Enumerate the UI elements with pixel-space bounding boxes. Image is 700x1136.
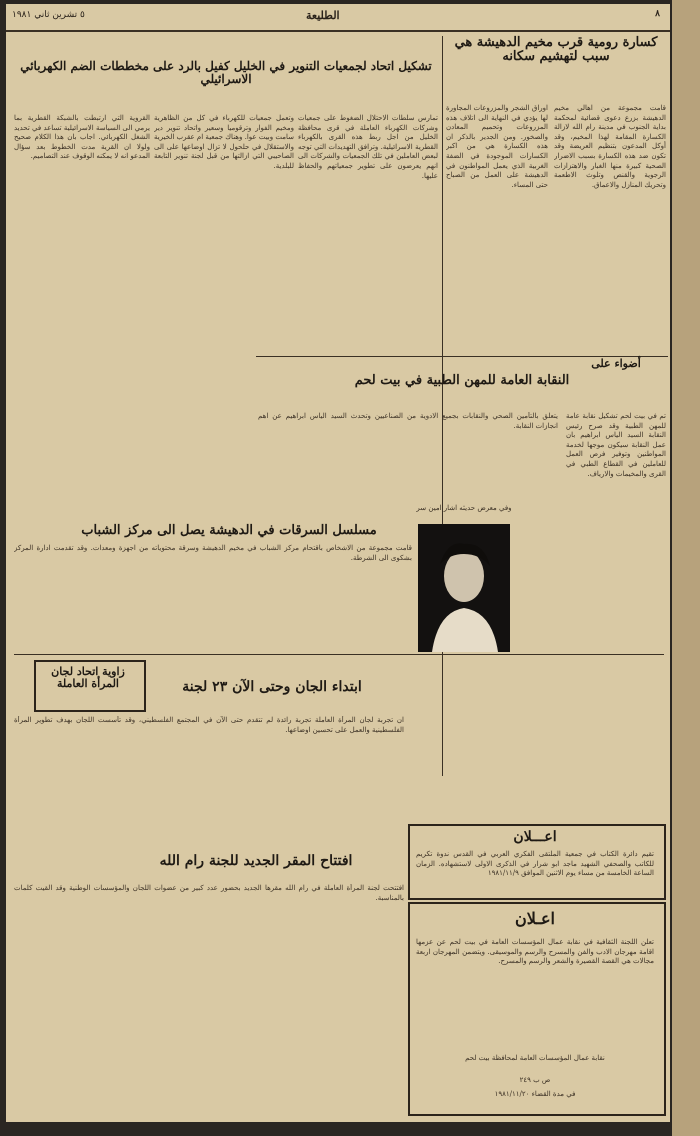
newspaper-page bbox=[6, 4, 670, 1122]
lijan-text: ان تجربة لجان المرأة العاملة تجربة رائدة لم تتقدم حتى الآن في المجتمع الفلسطيني، وقد تأسست اللجان بهدف تطوير المرأة الفلسطينية والعمل على تحسين اوضاعها. bbox=[14, 716, 404, 734]
tanweer-col-3: القروية التي ارتبطت بالشبكة القطرية بما يرمي الى السياسة الاسرائيلية تساعد في تحديد الشغل الكهربائي. اجاب بان هذا الكلام صحيح ولولا ان القرية مدت الخطوط بعد سؤال المدعو انه لا يمكنه الوقوف عند التصاميم. bbox=[14, 114, 150, 161]
tanweer-col-2: وتعمل جمعيات للكهرباء في كل من الظاهرية ومخيم الفوار وترقوميا وسعير واتحاد تنوير دير سامت وبيت عوا. وهناك جمعية ام عقرب الخيرية والاستقلال في حلحول لا تزال اوضاعها على الى الصاحيبي التي ازالتها من قبل لجنة تنوير التابعة للبلدية. bbox=[154, 114, 294, 170]
kisara-headline: كسارة رومية قرب مخيم الدهيشة هي سبب لتهشيم سكانه bbox=[454, 35, 658, 65]
adwaa-text: تم في بيت لحم تشكيل نقابة عامة للمهن الطبية وقد صرح رئيس النقابة السيد الياس ابراهيم بان عمل النقابة سيكون موجها لخدمة المواطنين وتوفير فرص العمل للعاملين في القطاع الطبي في القرى والمخيمات والارياف. bbox=[566, 412, 666, 478]
ilan-1-title: اعـــلان bbox=[513, 829, 557, 845]
adwaa-text-b: يتعلق بالتأمين الصحي والنقابات بجميع الادوية من الصناعيين وتحدث السيد الياس ابراهيم عن اهم انجازات النقابة. bbox=[258, 412, 558, 430]
lijan-headline: ابتداء الجان وحتى الآن ٢٣ لجنة bbox=[182, 679, 362, 695]
maqar-headline: افتتاح المقر الجديد للجنة رام الله bbox=[159, 853, 353, 869]
masthead bbox=[6, 4, 670, 32]
page-number: ٨ bbox=[655, 9, 660, 19]
divider-rule bbox=[14, 654, 664, 655]
tanweer-headline: تشكيل اتحاد لجمعيات التنوير في الخليل كفيل بالرد على مخططات الضم الكهربائي الاسرائيلي bbox=[20, 59, 432, 87]
lijan-banner: زاوية اتحاد لجان المرأة العاملة bbox=[51, 665, 125, 691]
maqar-text: افتتحت لجنة المرأة العاملة في رام الله مقرها الجديد بحضور عدد كبير من عضوات اللجان والمؤسسات الوطنية وقد القيت كلمات بالمناسبة. bbox=[14, 884, 404, 902]
adwaa-kicker: أضواء على bbox=[591, 357, 641, 370]
paper-name: الطليعة bbox=[306, 9, 340, 22]
ilan-2-pobox: ص ب ٢٤٩ bbox=[519, 1076, 551, 1084]
ilan-2-title: اعـلان bbox=[515, 909, 555, 928]
portrait-image bbox=[418, 524, 510, 652]
tanweer-col-1: تمارس سلطات الاحتلال الضغوط على جمعيات وشركات الكهرباء العاملة في قرى محافظة الخليل من اجل ربط هذه القرى بالكهرباء القطرية الاسرائيلية. وترافق التهديدات التي توجه لبعض العاملين في تلك الجمعيات والشركات الى انهم يعرضون على تطوير جمعياتهم والحفاظ عليها. bbox=[298, 114, 438, 180]
issue-date: ٥ تشرين ثاني ١٩٨١ bbox=[12, 10, 85, 20]
kisara-text-b: اوراق الشجر والمزروعات المجاورة لها يؤدي في النهاية الى اتلاف هذه المزروعات وتحميم المعادن والصخور. ومن الجدير بالذكر ان هذه الكسارة هي من اكبر الكسارات الموجودة في الضفة الغربية الذي يعمل المواطنون في الدهيشة على العمل من الصباح حتى المساء. bbox=[446, 104, 548, 189]
page-binding-edge bbox=[672, 0, 700, 1136]
ilan-1-text: تقيم دائرة الكتاب في جمعية الملتقى الفكري العربي في القدس ندوة تكريم للكاتب والصحفي الشهيد ماجد ابو شرار في الذكرى الاولى لاستشهاده. الزمان الساعة الخامسة من مساء يوم الاثنين الموافق ١٩٨١/١١/٩ bbox=[416, 850, 654, 878]
adwaa-headline: النقابة العامة للمهن الطبية في بيت لحم bbox=[354, 373, 570, 388]
silsila-text: قامت مجموعة من الاشخاص باقتحام مركز الشباب في مخيم الدهيشة وسرقة محتوياته من اجهزة ومعدات. وقد تقدمت ادارة المركز بشكوى الى الشرطة. bbox=[14, 544, 412, 562]
kisara-text-a: قامت مجموعة من اهالي مخيم الدهيشة بزرع دعوى قضائية لمحكمة بداية الجنوب في مدينة رام الله لازالة الكسارة المقامة لهذا المخيم، وقد أوكل المدعون بتنظيم العريضة وقد تكون ضد هذه الكسارة بسبب الاضرار الصحية كبيرة منها الغبار والاهتزازات الرجوية والقنص وتلوث الاطعمة وتحريك المنازل والاعماق. bbox=[554, 104, 666, 189]
portrait-photo bbox=[418, 524, 510, 652]
photo-caption: وفي معرض حديثه اشار امين سر bbox=[416, 504, 512, 512]
ilan-2-signature: نقابة عمال المؤسسات العامة لمحافظة بيت لحم bbox=[465, 1054, 605, 1062]
divider-rule bbox=[442, 36, 443, 776]
ilan-2-date: في مدة القضاء ١٩٨١/١١/٢٠ bbox=[494, 1090, 576, 1098]
ilan-2-text: تعلن اللجنة الثقافية في نقابة عمال المؤسسات العامة في بيت لحم عن عزمها اقامة مهرجان الادب والفن والمسرح والرسم والموسيقى. ويتضمن المهرجان اربعة مجالات هي القصة القصيرة والشعر والرسم والمسرح. bbox=[416, 938, 654, 966]
silsila-headline: مسلسل السرقات في الدهيشة يصل الى مركز الشباب bbox=[81, 523, 377, 538]
